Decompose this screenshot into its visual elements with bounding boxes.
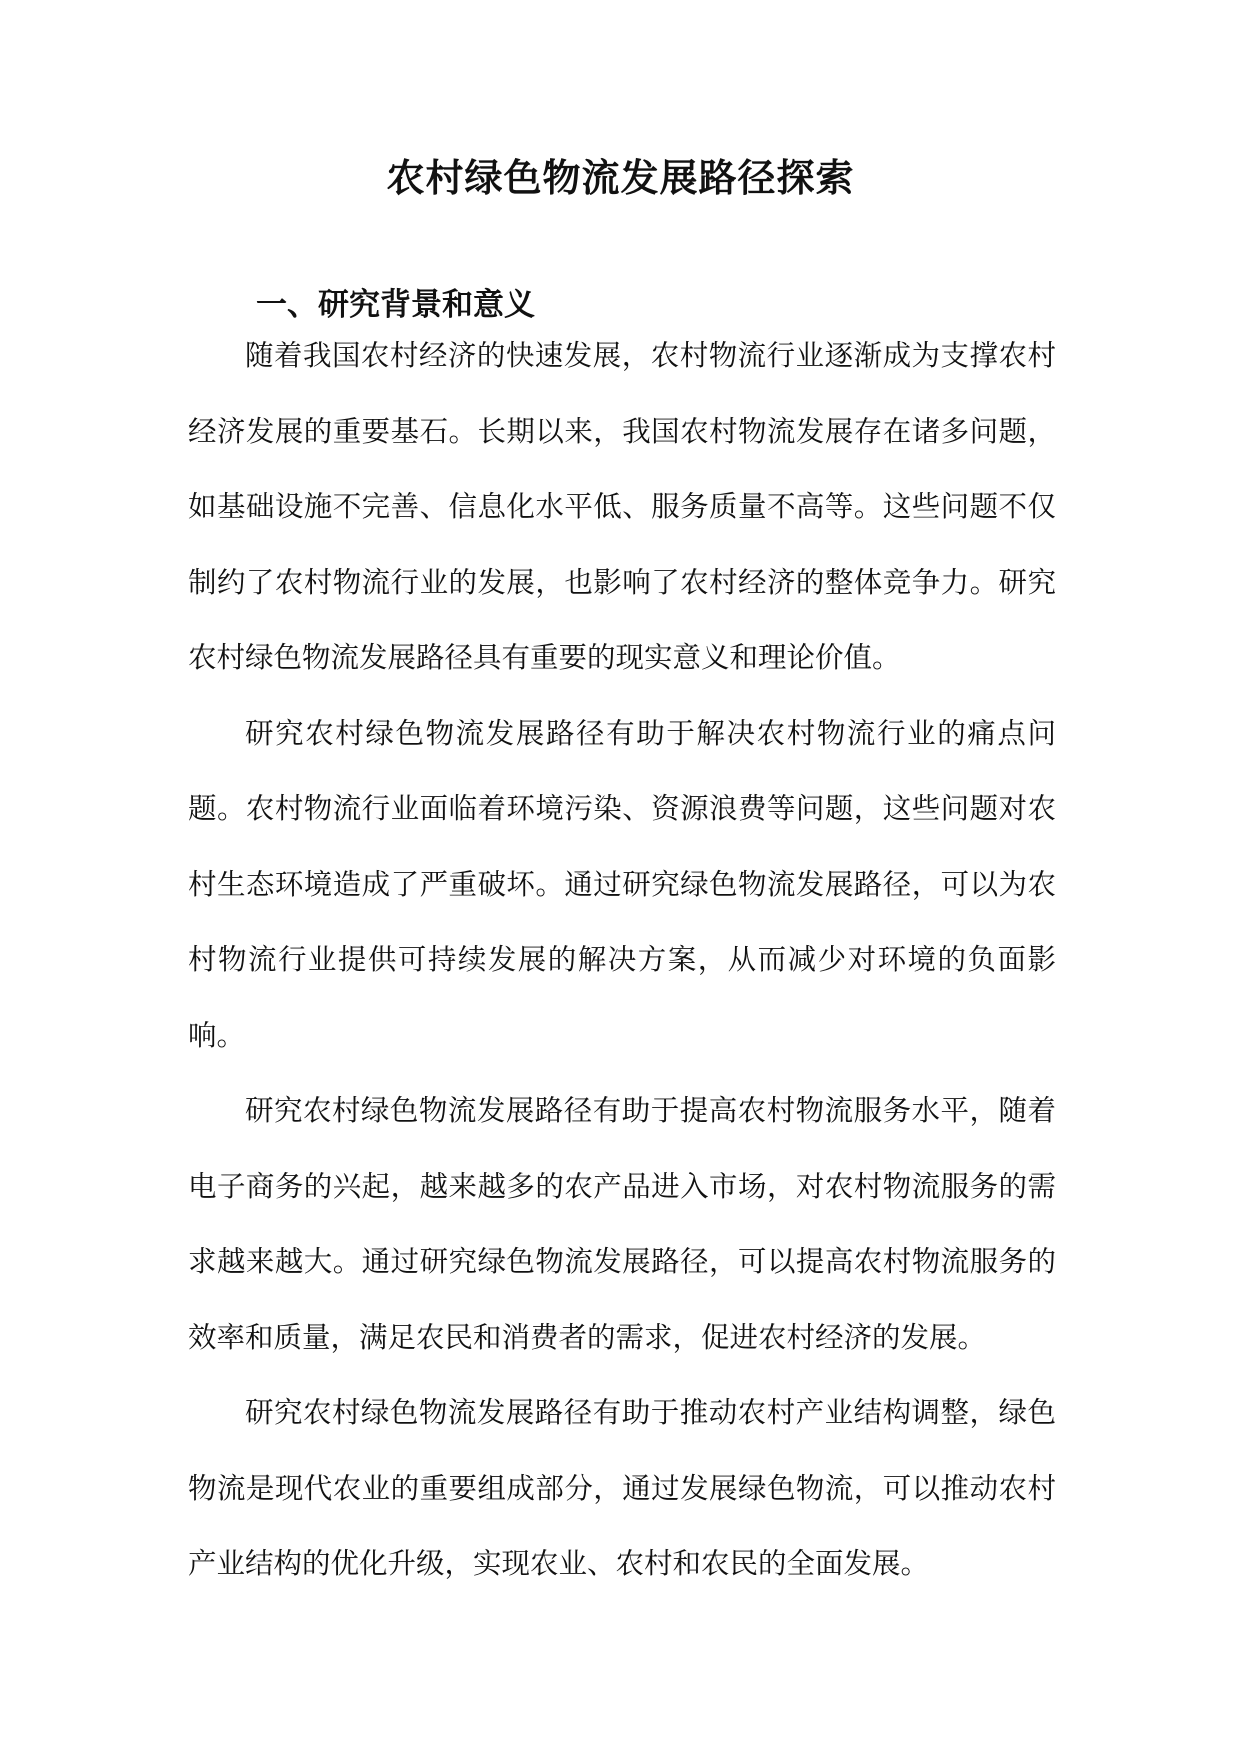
paragraph-4: 研究农村绿色物流发展路径有助于推动农村产业结构调整，绿色物流是现代农业的重要组成部分，通过发展绿色物流，可以推动农村产业结构的优化升级，实现农业、农村和农民的全面发展。 (188, 1396, 1056, 1580)
paragraph-1: 随着我国农村经济的快速发展，农村物流行业逐渐成为支撑农村经济发展的重要基石。长期以来，我国农村物流发展存在诸多问题，如基础设施不完善、信息化水平低、服务质量不高等。这些问题不仅制约了农村物流行业的发展，也影响了农村经济的整体竞争力。研究农村绿色物流发展路径具有重要的现实意义和理论价值。 (188, 339, 1056, 674)
paragraph-2: 研究农村绿色物流发展路径有助于解决农村物流行业的痛点问题。农村物流行业面临着环境污染、资源浪费等问题，这些问题对农村生态环境造成了严重破坏。通过研究绿色物流发展路径，可以为农村物流行业提供可持续发展的解决方案，从而减少对环境的负面影响。 (188, 716, 1056, 1052)
paragraph-3: 研究农村绿色物流发展路径有助于提高农村物流服务水平，随着电子商务的兴起，越来越多的农产品进入市场，对农村物流服务的需求越来越大。通过研究绿色物流发展路径，可以提高农村物流服务的效率和质量，满足农民和消费者的需求，促进农村经济的发展。 (188, 1094, 1056, 1354)
section-heading: 一、研究背景和意义 (256, 287, 535, 323)
document-title: 农村绿色物流发展路径探索 (386, 155, 855, 200)
section-body (188, 318, 1056, 1602)
